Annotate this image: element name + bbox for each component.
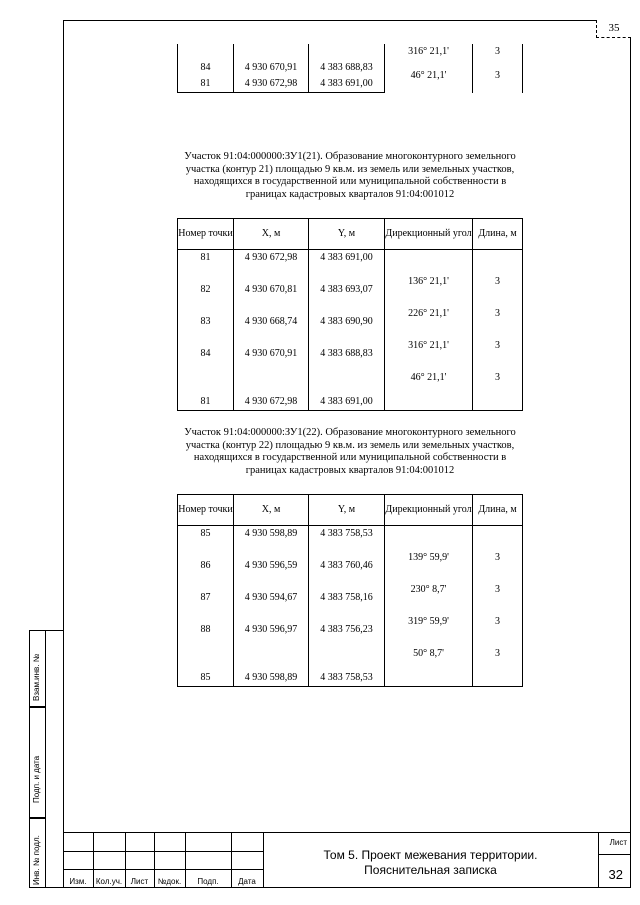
document-title-line1: Том 5. Проект межевания территории. [323, 848, 538, 862]
plot22-caption: Участок 91:04:000000:ЗУ1(22). Образование многоконтурного земельного участка (контур 22) площадью 9 кв.м. из земель или земельных участков, находящихся в государственной или муниципальной собственности в границах кадастровых кварталов 91:04:001012 [184, 427, 516, 476]
side-stamp-inv-orig [29, 818, 45, 888]
label-count: Кол.уч. [95, 877, 123, 886]
segment-angle: 226° 21,1' [385, 298, 473, 330]
header-x: X, м [234, 219, 309, 250]
segment-angle: 50° 8,7' [385, 638, 473, 670]
document-title [263, 848, 598, 878]
label-date: Дата [238, 877, 256, 886]
point-number: 85 [178, 670, 234, 687]
segment-angle: 136° 21,1' [385, 266, 473, 298]
point-x: 4 930 598,89 [234, 526, 309, 543]
point-x: 4 930 670,91 [234, 60, 309, 76]
document-title-line2: Пояснительная записка [364, 863, 497, 877]
point-number: 87 [178, 590, 234, 606]
point-number: 85 [178, 526, 234, 543]
side-label-sign-date: Подп. и дата [32, 755, 41, 803]
side-stamp-replace-inv [29, 630, 45, 707]
label-sheet: Лист [130, 877, 149, 886]
header-angle: Дирекционный угол [385, 495, 473, 526]
coords-table-plot22 [177, 494, 523, 687]
side-stamp-sign-date [29, 707, 45, 818]
coords-table-fragment [177, 44, 523, 93]
segment-angle: 230° 8,7' [385, 574, 473, 606]
header-y: Y, м [309, 495, 385, 526]
point-number: 83 [178, 314, 234, 330]
segment-length: 3 [473, 266, 523, 298]
point-x: 4 930 596,97 [234, 622, 309, 638]
point-number: 81 [178, 76, 234, 93]
header-angle: Дирекционный угол [385, 219, 473, 250]
point-y: 4 383 758,53 [309, 670, 385, 687]
side-label-inv-orig: Инв. № подл. [32, 835, 41, 885]
coords-table-plot21 [177, 218, 523, 411]
point-y: 4 383 691,00 [309, 76, 385, 93]
segment-length: 3 [473, 60, 523, 93]
segment-angle: 316° 21,1' [385, 330, 473, 362]
point-number: 82 [178, 282, 234, 298]
point-y: 4 383 758,53 [309, 526, 385, 543]
sheet-number: 32 [608, 867, 623, 882]
point-x: 4 930 672,98 [234, 394, 309, 411]
point-x: 4 930 598,89 [234, 670, 309, 687]
point-number: 81 [178, 394, 234, 411]
header-length: Длина, м [473, 219, 523, 250]
segment-angle: 46° 21,1' [385, 362, 473, 394]
point-number: 86 [178, 558, 234, 574]
point-y: 4 383 693,07 [309, 282, 385, 298]
point-x: 4 930 670,81 [234, 282, 309, 298]
header-length: Длина, м [473, 495, 523, 526]
point-number: 81 [178, 250, 234, 267]
segment-length: 3 [473, 44, 523, 60]
sheet-label: Лист [609, 838, 627, 847]
segment-length: 3 [473, 330, 523, 362]
point-number: 88 [178, 622, 234, 638]
segment-length: 3 [473, 542, 523, 574]
point-number: 84 [178, 60, 234, 76]
segment-length: 3 [473, 638, 523, 670]
point-y: 4 383 758,16 [309, 590, 385, 606]
point-x: 4 930 594,67 [234, 590, 309, 606]
point-x: 4 930 668,74 [234, 314, 309, 330]
sheet-corner-number: 35 [596, 20, 631, 38]
header-y: Y, м [309, 219, 385, 250]
side-label-replace-inv: Взам.инв. № [32, 653, 41, 701]
point-x: 4 930 596,59 [234, 558, 309, 574]
point-y: 4 383 756,23 [309, 622, 385, 638]
point-x: 4 930 670,91 [234, 346, 309, 362]
segment-length: 3 [473, 362, 523, 394]
label-signature: Подп. [197, 877, 219, 886]
point-y: 4 383 688,83 [309, 60, 385, 76]
header-x: X, м [234, 495, 309, 526]
plot21-caption: Участок 91:04:000000:ЗУ1(21). Образование многоконтурного земельного участка (контур 21) площадью 9 кв.м. из земель или земельных участков, находящихся в государственной или муниципальной собственности в границах кадастровых кварталов 91:04:001012 [184, 151, 516, 200]
header-point-number: Номер точки [178, 495, 234, 526]
point-x: 4 930 672,98 [234, 250, 309, 267]
label-doc-number: №док. [157, 877, 182, 886]
point-x: 4 930 672,98 [234, 76, 309, 93]
segment-angle: 139° 59,9' [385, 542, 473, 574]
segment-angle: 316° 21,1' [385, 44, 473, 60]
segment-angle: 46° 21,1' [385, 60, 473, 93]
point-number: 84 [178, 346, 234, 362]
segment-length: 3 [473, 298, 523, 330]
point-y: 4 383 691,00 [309, 394, 385, 411]
segment-angle: 319° 59,9' [385, 606, 473, 638]
segment-length: 3 [473, 606, 523, 638]
header-point-number: Номер точки [178, 219, 234, 250]
segment-length: 3 [473, 574, 523, 606]
point-y: 4 383 690,90 [309, 314, 385, 330]
point-y: 4 383 688,83 [309, 346, 385, 362]
side-stamp-strip [45, 630, 63, 888]
title-block [63, 832, 631, 888]
label-change: Изм. [69, 877, 87, 886]
point-y: 4 383 691,00 [309, 250, 385, 267]
point-y: 4 383 760,46 [309, 558, 385, 574]
